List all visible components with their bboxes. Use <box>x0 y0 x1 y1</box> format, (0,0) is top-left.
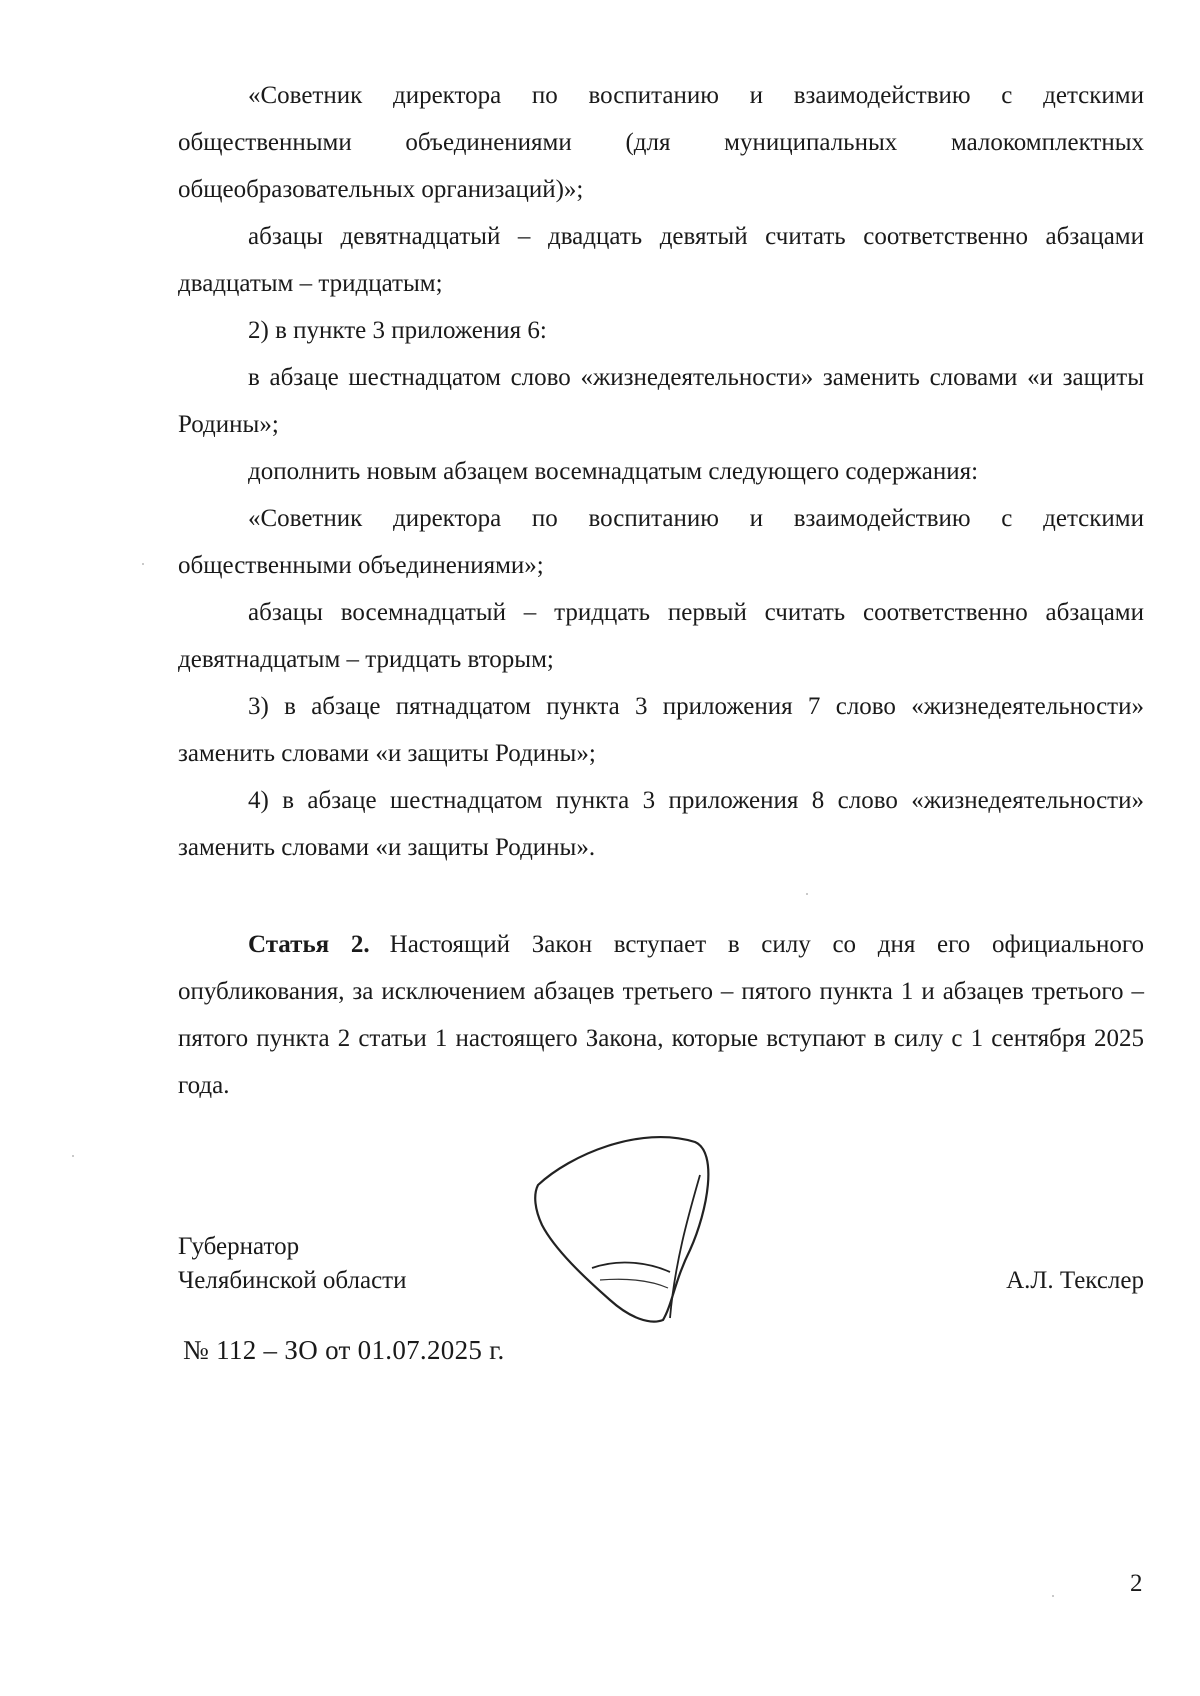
scan-speck <box>1052 1595 1054 1597</box>
law-amendments-text <box>178 72 1144 1109</box>
signatory-name: А.Л. Текслер <box>1006 1267 1144 1294</box>
signatory-title-line-2: Челябинской области <box>178 1267 407 1294</box>
scan-speck <box>72 1155 74 1157</box>
signatory-title-line-1: Губернатор <box>178 1233 300 1260</box>
signature-block <box>178 1130 1144 1330</box>
scan-speck <box>806 893 808 895</box>
article-heading: Статья 2. <box>248 931 370 958</box>
paragraph-4: в абзаце шестнадцатом слово «жизнедеятельности» заменить словами «и защиты Родины»; <box>178 364 1144 438</box>
paragraph-1: «Советник директора по воспитанию и взаимодействию с детскими общественными объединениями (для муниципальных малокомплектных общеобразовательных организаций)»; <box>178 82 1144 203</box>
article-2-paragraph <box>178 921 1144 1109</box>
paragraph-3: 2) в пункте 3 приложения 6: <box>248 317 547 344</box>
page-number: 2 <box>1130 1570 1143 1597</box>
handwritten-signature <box>530 1130 740 1330</box>
section-spacer <box>178 871 1144 921</box>
paragraph-6: «Советник директора по воспитанию и взаимодействию с детскими общественными объединениями»; <box>178 505 1144 579</box>
paragraph-8: 3) в абзаце пятнадцатом пункта 3 приложения 7 слово «жизнедеятельности» заменить словами «и защиты Родины»; <box>178 693 1144 767</box>
paragraph-9: 4) в абзаце шестнадцатом пункта 3 приложения 8 слово «жизнедеятельности» заменить словами «и защиты Родины». <box>178 787 1144 861</box>
article-text: Настоящий Закон вступает в силу со дня его официального опубликования, за исключением абзацев третьего – пятого пункта 1 и абзацев третього – пятого пункта 2 статьи 1 настоящего Закона, которые вступают в силу с 1 сентября 2025 года. <box>178 931 1144 1099</box>
signatory-title <box>178 1230 406 1298</box>
scan-speck <box>142 563 144 565</box>
paragraph-2: абзацы девятнадцатый – двадцать девятый считать соответственно абзацами двадцатым – тридцатым; <box>178 223 1144 297</box>
paragraph-7: абзацы восемнадцатый – тридцать первый считать соответственно абзацами девятнадцатым – тридцать вторым; <box>178 599 1144 673</box>
document-number: № 112 – ЗО от 01.07.2025 г. <box>183 1335 505 1365</box>
paragraph-5: дополнить новым абзацем восемнадцатым следующего содержания: <box>248 458 979 485</box>
